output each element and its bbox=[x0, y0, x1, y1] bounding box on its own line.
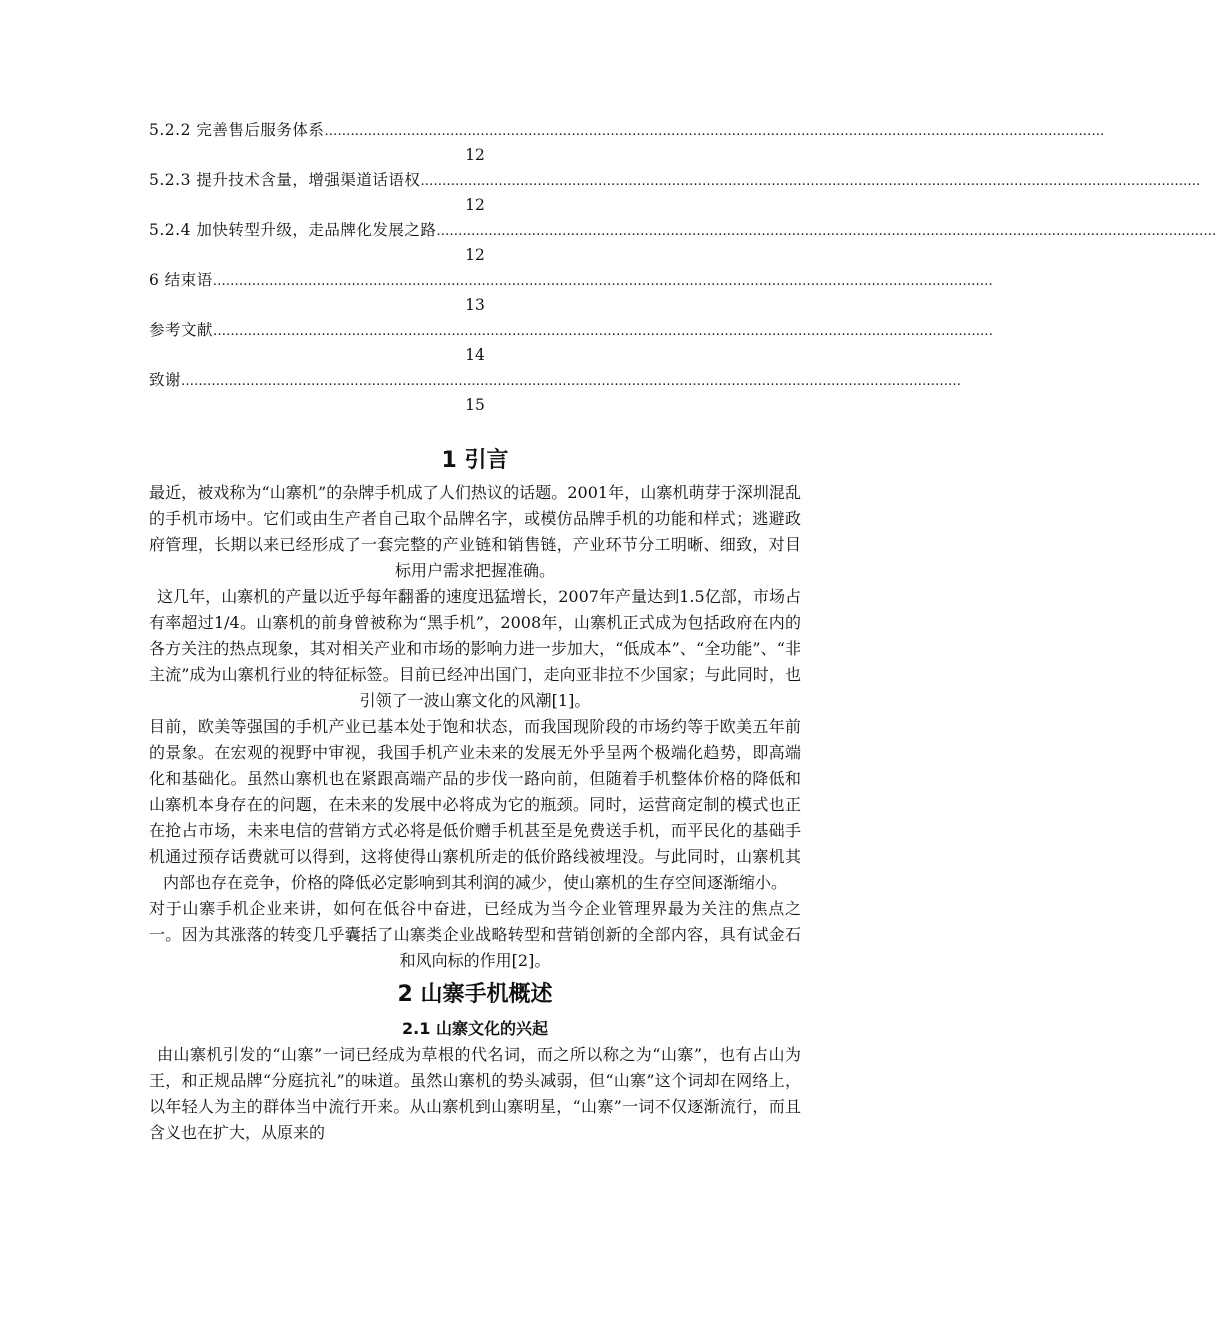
intro-paragraph-1: 最近，被戏称为“山寨机”的杂牌手机成了人们热议的话题。2001年，山寨机萌芽于深圳混乱的手机市场中。它们或由生产者自己取个品牌名字，或模仿品牌手机的功能和样式；逃避政府管理，长期以来已经形成了一套完整的产业链和销售链，产业环节分工明晰、细致，对目标用户需求把握准确。 bbox=[149, 483, 801, 580]
toc-leader-dots: ……………………………………………………………………………………………………………………………………………………………… bbox=[212, 274, 993, 289]
intro-paragraph-4: 对于山寨手机企业来讲，如何在低谷中奋进，已经成为当今企业管理界最为关注的焦点之一。因为其涨落的转变几乎囊括了山寨类企业战略转型和营销创新的全部内容，具有试金石和风向标的作用[2]。 bbox=[149, 899, 801, 970]
toc-entry[interactable] bbox=[149, 368, 962, 418]
section-heading-introduction: 1 引言 bbox=[441, 448, 509, 473]
toc-leader-dots: ……………………………………………………………………………………………………………………………………………………………… bbox=[213, 324, 994, 339]
toc-entry-page-number: 12 bbox=[465, 196, 485, 214]
toc-leader-dots: ……………………………………………………………………………………………………………………………………………………………… bbox=[420, 174, 1201, 189]
toc-line bbox=[149, 218, 1216, 242]
toc-entry[interactable] bbox=[149, 118, 1105, 168]
intro-paragraph-2: 这几年，山寨机的产量以近乎每年翻番的速度迅猛增长，2007年产量达到1.5亿部，市场占有率超过1/4。山寨机的前身曾被称为“黑手机”，2008年，山寨机正式成为包括政府在内的各方关注的热点现象，其对相关产业和市场的影响力进一步加大，“低成本”、“全功能”、“非主流”成为山寨机行业的特征标签。目前已经冲出国门，走向亚非拉不少国家；与此同时，也引领了一波山寨文化的风潮[1]。 bbox=[149, 587, 801, 710]
toc-entry[interactable] bbox=[149, 218, 1216, 268]
toc-line bbox=[149, 368, 962, 392]
toc-entry-page-number: 13 bbox=[465, 296, 485, 314]
toc-entry-page-number: 15 bbox=[465, 396, 485, 414]
table-of-contents bbox=[149, 118, 1216, 418]
toc-entry-page-number: 14 bbox=[465, 346, 485, 364]
toc-entry[interactable] bbox=[149, 268, 993, 318]
toc-entry-page-number: 12 bbox=[465, 246, 485, 264]
toc-line bbox=[149, 268, 993, 292]
toc-entry[interactable] bbox=[149, 318, 994, 368]
toc-entry-title: 5.2.4 加快转型升级，走品牌化发展之路 bbox=[149, 221, 437, 239]
toc-entry-title: 致谢 bbox=[149, 371, 182, 389]
toc-entry-title: 5.2.3 提升技术含量，增强渠道话语权 bbox=[149, 171, 421, 189]
toc-entry-title: 参考文献 bbox=[149, 321, 214, 339]
culture-paragraph: 由山寨机引发的“山寨”一词已经成为草根的代名词，而之所以称之为“山寨”，也有占山为王，和正规品牌“分庭抗礼”的味道。虽然山寨机的势头减弱，但“山寨”这个词却在网络上，以年轻人为主的群体当中流行开来。从山寨机到山寨明星，“山寨”一词不仅逐渐流行，而且含义也在扩大，从原来的 bbox=[149, 1045, 801, 1142]
document-page bbox=[149, 118, 1216, 1146]
toc-entry[interactable] bbox=[149, 168, 1201, 218]
toc-line bbox=[149, 168, 1201, 192]
toc-leader-dots: ……………………………………………………………………………………………………………………………………………………………… bbox=[436, 224, 1216, 239]
intro-paragraph-3: 目前，欧美等强国的手机产业已基本处于饱和状态，而我国现阶段的市场约等于欧美五年前的景象。在宏观的视野中审视，我国手机产业未来的发展无外乎呈两个极端化趋势，即高端化和基础化。虽然山寨机也在紧跟高端产品的步伐一路向前，但随着手机整体价格的降低和山寨机本身存在的问题，在未来的发展中必将成为它的瓶颈。同时，运营商定制的模式也正在抢占市场，未来电信的营销方式必将是低价赠手机甚至是免费送手机，而平民化的基础手机通过预存话费就可以得到，这将使得山寨机所走的低价路线被埋没。与此同时，山寨机其内部也存在竞争，价格的降低必定影响到其利润的减少，使山寨机的生存空间逐渐缩小。 bbox=[149, 717, 801, 892]
toc-entry-page-number: 12 bbox=[465, 146, 485, 164]
toc-leader-dots: ……………………………………………………………………………………………………………………………………………………………… bbox=[181, 374, 962, 389]
section-heading-overview: 2 山寨手机概述 bbox=[397, 982, 553, 1007]
toc-line bbox=[149, 318, 994, 342]
toc-entry-title: 5.2.2 完善售后服务体系 bbox=[149, 121, 325, 139]
subsection-heading-culture: 2.1 山寨文化的兴起 bbox=[402, 1019, 548, 1038]
toc-leader-dots: ……………………………………………………………………………………………………………………………………………………………… bbox=[324, 124, 1105, 139]
toc-entry-title: 6 结束语 bbox=[149, 271, 213, 289]
toc-line bbox=[149, 118, 1105, 142]
